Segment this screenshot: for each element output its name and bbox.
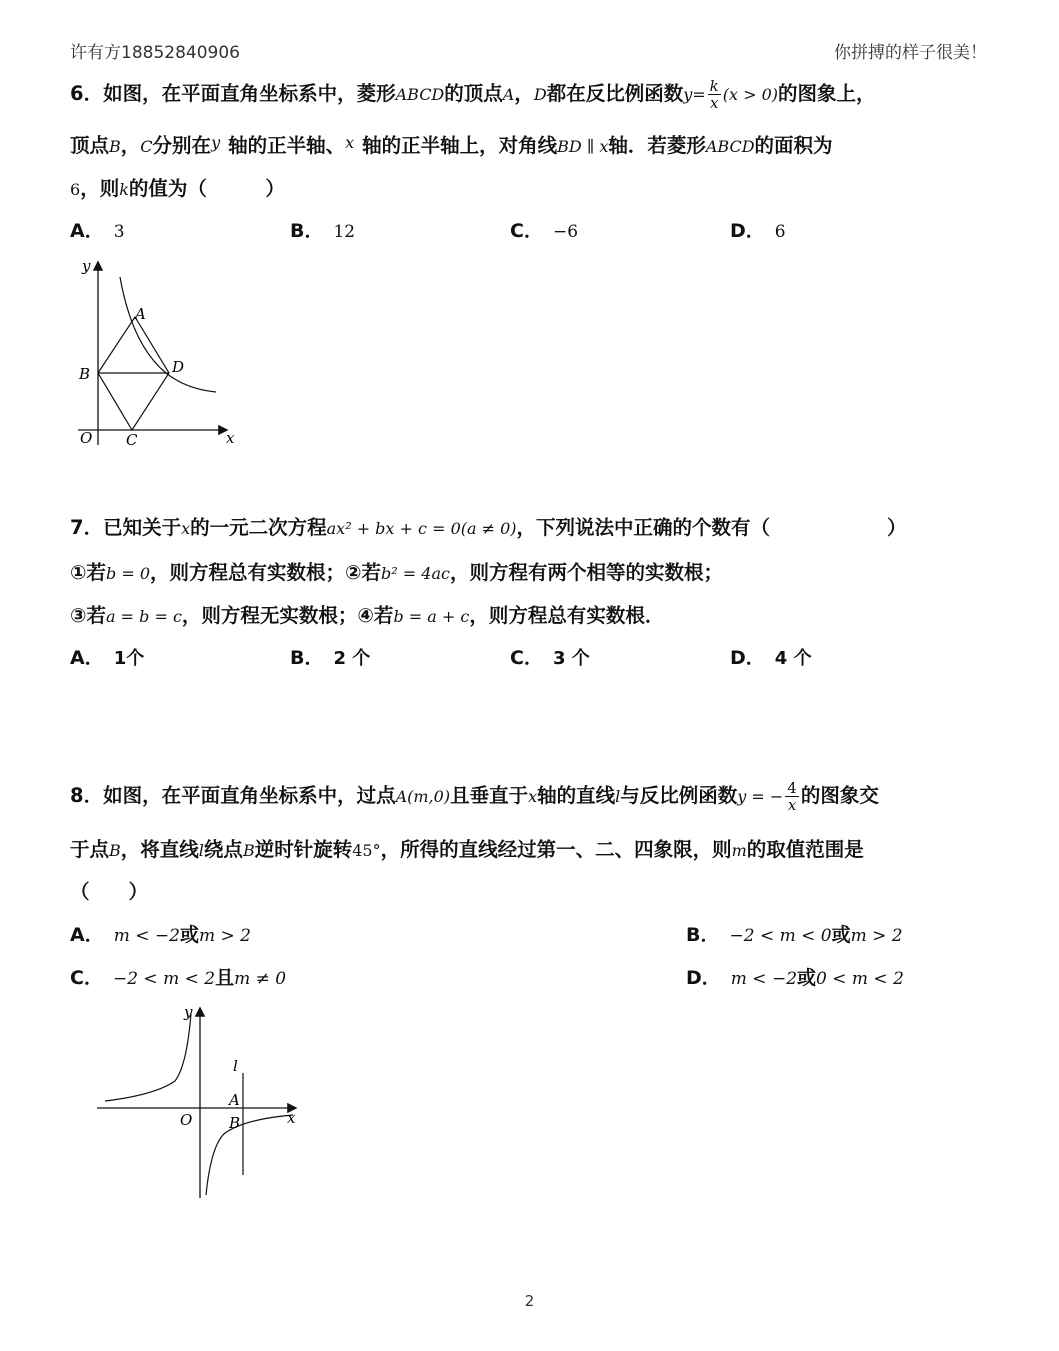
q6-figure bbox=[68, 255, 248, 455]
q6-math: B bbox=[109, 137, 121, 156]
option-label: D． bbox=[686, 967, 721, 989]
q7-math: b² = 4ac bbox=[381, 564, 450, 583]
q7-line-1 bbox=[70, 512, 907, 540]
label-o: O bbox=[180, 1111, 193, 1129]
q6-text: 的顶点 bbox=[444, 82, 503, 105]
option-value: 12 bbox=[333, 222, 356, 242]
label-x: x bbox=[287, 1109, 296, 1127]
q6-text: 顶点 bbox=[70, 134, 110, 157]
q6-option-a[interactable] bbox=[70, 216, 125, 243]
option-value: 3 bbox=[113, 222, 125, 242]
q6-math: BD ∥ x bbox=[557, 137, 609, 156]
option-word: 或 bbox=[797, 967, 817, 989]
q8-math: l bbox=[198, 841, 204, 860]
fraction-numerator: 4 bbox=[787, 779, 797, 797]
q8-figure bbox=[95, 1003, 310, 1203]
option-label: A． bbox=[70, 220, 104, 242]
fraction-numerator: k bbox=[709, 77, 719, 95]
option-label: D． bbox=[730, 647, 765, 669]
q8-option-b[interactable] bbox=[686, 920, 903, 947]
option-label: B． bbox=[290, 220, 324, 242]
q6-text: 轴的正半轴上，对角线 bbox=[362, 134, 558, 157]
q7-text: ③若 bbox=[70, 604, 107, 627]
q7-text: 7．已知关于 bbox=[70, 516, 182, 539]
q8-text: 绕点 bbox=[203, 838, 243, 861]
q6-math: D bbox=[533, 85, 547, 104]
label-y: y bbox=[82, 257, 91, 275]
q7-text: ，则方程总有实数根；②若 bbox=[150, 561, 382, 584]
option-value: 4 个 bbox=[774, 648, 812, 669]
q7-line-2 bbox=[70, 557, 723, 585]
q8-math: 45° bbox=[352, 841, 381, 860]
q8-math: x bbox=[528, 787, 538, 806]
q6-text: 的面积为 bbox=[754, 134, 833, 157]
q6-text: 都在反比例函数 bbox=[546, 82, 684, 105]
q8-math: B bbox=[109, 841, 121, 860]
header-left: 许有方18852840906 bbox=[70, 43, 240, 63]
option-value: 1个 bbox=[113, 648, 145, 669]
q7-math: b = 0 bbox=[106, 564, 151, 583]
option-label: C． bbox=[70, 967, 103, 989]
label-c: C bbox=[126, 431, 138, 449]
q6-line-3 bbox=[70, 173, 285, 201]
hyperbola-branch-right bbox=[206, 1115, 293, 1195]
q7-text: ①若 bbox=[70, 561, 107, 584]
q7-option-a[interactable] bbox=[70, 643, 144, 670]
q8-option-a[interactable] bbox=[70, 920, 251, 947]
q8-option-d[interactable] bbox=[686, 963, 904, 990]
q8-text: 与反比例函数 bbox=[620, 784, 738, 807]
q8-line-3: （ ） bbox=[70, 880, 149, 903]
q6-text: 6．如图，在平面直角坐标系中，菱形 bbox=[70, 82, 396, 105]
q6-text: 轴的正半轴、 bbox=[228, 134, 346, 157]
label-o: O bbox=[80, 429, 93, 447]
q6-text: 轴．若菱形 bbox=[608, 134, 706, 157]
q6-math: k bbox=[119, 180, 129, 199]
option-word: 或 bbox=[831, 924, 851, 946]
option-label: C． bbox=[510, 220, 543, 242]
q7-math: a = b = c bbox=[106, 607, 182, 626]
q7-text: ，则方程总有实数根． bbox=[469, 604, 665, 627]
option-label: B． bbox=[290, 647, 324, 669]
q6-math: (x > 0) bbox=[722, 85, 779, 104]
q6-option-d[interactable] bbox=[730, 216, 786, 243]
option-word: 且 bbox=[215, 967, 235, 989]
option-math: m < −2 bbox=[113, 926, 180, 946]
q8-text: ，将直线 bbox=[120, 838, 199, 861]
q6-line-2 bbox=[70, 130, 833, 158]
q8-text: 于点 bbox=[70, 838, 110, 861]
q6-text: 的图象上， bbox=[778, 82, 876, 105]
q8-text: 且垂直于 bbox=[450, 784, 529, 807]
q8-text: 的取值范围是 bbox=[746, 838, 864, 861]
q8-fraction bbox=[785, 780, 799, 813]
q8-math: m bbox=[731, 841, 747, 860]
q6-text: 分别在 bbox=[152, 134, 212, 157]
label-y: y bbox=[184, 1003, 193, 1021]
q7-math: b = a + c bbox=[393, 607, 470, 626]
q6-math: ABCD bbox=[395, 85, 445, 104]
q7-option-c[interactable] bbox=[510, 643, 590, 670]
option-value: 2 个 bbox=[333, 648, 371, 669]
option-label: B． bbox=[686, 924, 720, 946]
hyperbola-branch-left bbox=[105, 1013, 191, 1101]
label-b: B bbox=[79, 365, 91, 383]
q8-math: A(m,0) bbox=[395, 787, 451, 806]
q6-text: ， bbox=[120, 134, 141, 157]
q7-math: x bbox=[181, 519, 191, 538]
q8-line-2 bbox=[70, 834, 864, 862]
q8-math: y = − bbox=[737, 787, 784, 806]
q6-math: y bbox=[683, 85, 693, 104]
q7-option-b[interactable] bbox=[290, 643, 370, 670]
q6-math: = bbox=[692, 85, 706, 104]
option-math: 0 < m < 2 bbox=[816, 969, 904, 989]
q8-text: 8．如图，在平面直角坐标系中，过点 bbox=[70, 784, 396, 807]
fraction-denominator: x bbox=[787, 796, 797, 814]
q6-option-b[interactable] bbox=[290, 216, 355, 243]
label-d: D bbox=[172, 358, 185, 376]
q7-text: ，则方程无实数根；④若 bbox=[181, 604, 394, 627]
option-value: −6 bbox=[552, 222, 579, 242]
label-l: l bbox=[233, 1057, 238, 1075]
q7-text: ，则方程有两个相等的实数根； bbox=[449, 561, 723, 584]
q6-math: C bbox=[140, 137, 153, 156]
label-a: A bbox=[135, 305, 146, 323]
q7-option-d[interactable] bbox=[730, 643, 812, 670]
q8-line-1 bbox=[70, 780, 879, 813]
q8-text: ，所得的直线经过第一、二、四象限，则 bbox=[380, 838, 732, 861]
q8-text: 轴的直线 bbox=[537, 784, 616, 807]
option-label: A． bbox=[70, 924, 104, 946]
option-label: C． bbox=[510, 647, 543, 669]
q6-line-1 bbox=[70, 78, 876, 111]
q7-line-3 bbox=[70, 600, 664, 628]
option-math: m < −2 bbox=[730, 969, 798, 989]
option-math: m ≠ 0 bbox=[234, 969, 287, 989]
page-number: 2 bbox=[524, 1292, 535, 1310]
label-x: x bbox=[226, 429, 235, 447]
q8-math: l bbox=[615, 787, 621, 806]
header-right: 你拼搏的样子很美！ bbox=[834, 43, 987, 63]
q6-fraction bbox=[708, 78, 721, 111]
option-label: D． bbox=[730, 220, 765, 242]
q6-text: 的值为（ ） bbox=[128, 177, 285, 200]
option-math: −2 < m < 0 bbox=[729, 926, 832, 946]
option-math: −2 < m < 2 bbox=[112, 969, 216, 989]
q6-math: x bbox=[345, 133, 355, 152]
label-b: B bbox=[229, 1114, 241, 1132]
q8-text: 的图象交 bbox=[800, 784, 879, 807]
option-math: m > 2 bbox=[198, 926, 251, 946]
option-math: m > 2 bbox=[850, 926, 903, 946]
q6-math: 6 bbox=[70, 180, 81, 199]
q8-math: B bbox=[242, 841, 255, 860]
fraction-denominator: x bbox=[709, 94, 719, 112]
q6-option-c[interactable] bbox=[510, 216, 578, 243]
option-value: 6 bbox=[774, 222, 786, 242]
q6-math: y bbox=[211, 133, 221, 152]
option-word: 或 bbox=[179, 924, 199, 946]
option-label: A． bbox=[70, 647, 104, 669]
q6-text: ， bbox=[514, 82, 534, 105]
q6-math: ABCD bbox=[705, 137, 755, 156]
label-a: A bbox=[229, 1091, 240, 1109]
q6-math: A bbox=[502, 85, 515, 104]
q7-text: 的一元二次方程 bbox=[190, 516, 327, 539]
q6-text: ，则 bbox=[80, 177, 120, 200]
q8-option-c[interactable] bbox=[70, 963, 286, 990]
q7-math: ax² + bx + c = 0(a ≠ 0) bbox=[326, 519, 517, 538]
option-value: 3 个 bbox=[552, 648, 590, 669]
q8-text: 逆时针旋转 bbox=[254, 838, 353, 861]
q7-text: ，下列说法中正确的个数有（ ） bbox=[516, 516, 907, 539]
